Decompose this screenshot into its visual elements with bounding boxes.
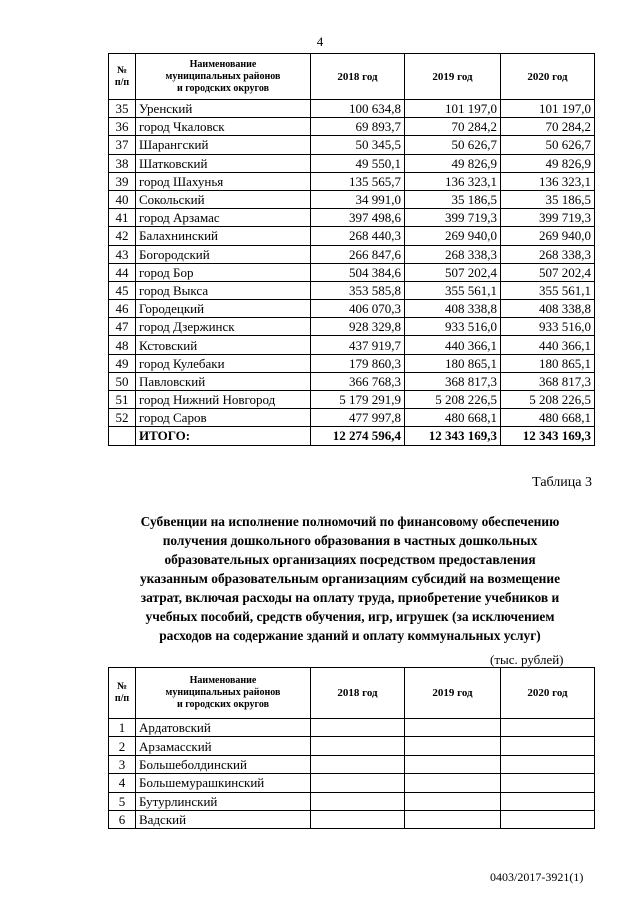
row-number: 46 xyxy=(109,300,136,318)
table-row xyxy=(109,318,595,336)
municipality-name: Павловский xyxy=(136,372,311,390)
value-2018: 34 991,0 xyxy=(311,190,405,208)
value-2018 xyxy=(311,755,405,773)
table-row xyxy=(109,190,595,208)
value-2019: 70 284,2 xyxy=(405,118,501,136)
row-number: 43 xyxy=(109,245,136,263)
municipality-name: Богородский xyxy=(136,245,311,263)
table-row xyxy=(109,136,595,154)
municipality-name: Сокольский xyxy=(136,190,311,208)
row-number: 6 xyxy=(109,810,136,828)
row-number: 47 xyxy=(109,318,136,336)
municipality-name: город Чкаловск xyxy=(136,118,311,136)
table-row xyxy=(109,172,595,190)
table-row xyxy=(109,245,595,263)
table-row xyxy=(109,100,595,118)
page-number: 4 xyxy=(316,34,324,49)
municipality-name: Бутурлинский xyxy=(136,792,311,810)
value-2018 xyxy=(311,810,405,828)
total-2020: 12 343 169,3 xyxy=(501,427,595,445)
heading-line: указанным образовательным организациям субсидий на возмещение xyxy=(139,571,561,586)
header-name-line: и городских округов xyxy=(177,699,269,710)
value-2019: 50 626,7 xyxy=(405,136,501,154)
table-row xyxy=(109,755,595,773)
header-num-line: п/п xyxy=(114,693,130,704)
value-2019: 136 323,1 xyxy=(405,172,501,190)
table-row xyxy=(109,281,595,299)
table-header-row xyxy=(109,54,595,100)
table-row xyxy=(109,737,595,755)
value-2020: 480 668,1 xyxy=(501,409,595,427)
header-name xyxy=(136,54,311,100)
document-code: 0403/2017-3921(1) xyxy=(490,870,584,884)
header-name xyxy=(136,668,311,719)
header-2020: 2020 год xyxy=(501,54,595,100)
value-2018: 437 919,7 xyxy=(311,336,405,354)
value-2020: 440 366,1 xyxy=(501,336,595,354)
table-row xyxy=(109,719,595,737)
municipality-name: Арзамасский xyxy=(136,737,311,755)
municipality-name: город Арзамас xyxy=(136,209,311,227)
row-number: 52 xyxy=(109,409,136,427)
municipality-name: Вадский xyxy=(136,810,311,828)
municipality-name: город Кулебаки xyxy=(136,354,311,372)
value-2019 xyxy=(405,737,501,755)
table-row xyxy=(109,391,595,409)
table-row xyxy=(109,336,595,354)
value-2019: 480 668,1 xyxy=(405,409,501,427)
value-2018: 406 070,3 xyxy=(311,300,405,318)
value-2019: 269 940,0 xyxy=(405,227,501,245)
row-number: 44 xyxy=(109,263,136,281)
table-row xyxy=(109,810,595,828)
value-2018 xyxy=(311,774,405,792)
value-2018: 100 634,8 xyxy=(311,100,405,118)
value-2018: 179 860,3 xyxy=(311,354,405,372)
value-2018: 69 893,7 xyxy=(311,118,405,136)
units-label: (тыс. рублей) xyxy=(490,652,564,667)
municipality-name: город Саров xyxy=(136,409,311,427)
value-2020: 507 202,4 xyxy=(501,263,595,281)
value-2019: 507 202,4 xyxy=(405,263,501,281)
row-number: 50 xyxy=(109,372,136,390)
row-number: 4 xyxy=(109,774,136,792)
table-3-label: Таблица 3 xyxy=(532,475,592,490)
value-2019: 101 197,0 xyxy=(405,100,501,118)
heading-line: образовательных организациях посредством предоставления xyxy=(164,552,536,567)
municipality-name: Кстовский xyxy=(136,336,311,354)
table-row xyxy=(109,209,595,227)
table-header-row xyxy=(109,668,595,719)
value-2018: 353 585,8 xyxy=(311,281,405,299)
table-row xyxy=(109,774,595,792)
value-2019: 35 186,5 xyxy=(405,190,501,208)
value-2019 xyxy=(405,792,501,810)
value-2019: 180 865,1 xyxy=(405,354,501,372)
header-2018: 2018 год xyxy=(311,668,405,719)
value-2018: 477 997,8 xyxy=(311,409,405,427)
subsidy-table-3 xyxy=(108,667,595,829)
value-2019: 408 338,8 xyxy=(405,300,501,318)
municipality-name: город Дзержинск xyxy=(136,318,311,336)
value-2020 xyxy=(501,737,595,755)
header-2020: 2020 год xyxy=(501,668,595,719)
municipality-name: город Нижний Новгород xyxy=(136,391,311,409)
row-number: 1 xyxy=(109,719,136,737)
heading-line: учебных пособий, средств обучения, игр, игрушек (за исключением xyxy=(145,609,555,624)
header-num-line: № xyxy=(116,64,128,76)
header-2018: 2018 год xyxy=(311,54,405,100)
value-2020: 355 561,1 xyxy=(501,281,595,299)
table-row xyxy=(109,118,595,136)
header-2019: 2019 год xyxy=(405,54,501,100)
value-2020: 269 940,0 xyxy=(501,227,595,245)
row-number: 42 xyxy=(109,227,136,245)
table-row xyxy=(109,263,595,281)
value-2020 xyxy=(501,774,595,792)
heading-line: Субвенции на исполнение полномочий по финансовому обеспечению xyxy=(140,514,560,529)
municipality-name: Балахнинский xyxy=(136,227,311,245)
table-3-heading xyxy=(90,512,610,645)
value-2018: 268 440,3 xyxy=(311,227,405,245)
municipality-name: город Бор xyxy=(136,263,311,281)
value-2020 xyxy=(501,810,595,828)
row-number: 5 xyxy=(109,792,136,810)
row-number: 45 xyxy=(109,281,136,299)
table-row xyxy=(109,409,595,427)
value-2020: 49 826,9 xyxy=(501,154,595,172)
header-name-line: Наименование xyxy=(189,58,257,70)
value-2020: 399 719,3 xyxy=(501,209,595,227)
row-number: 3 xyxy=(109,755,136,773)
value-2020: 180 865,1 xyxy=(501,354,595,372)
municipality-name: город Шахунья xyxy=(136,172,311,190)
header-name-line: и городских округов xyxy=(177,82,269,94)
heading-line: затрат, включая расходы на оплату труда, приобретение учебников и xyxy=(140,590,560,605)
row-number: 49 xyxy=(109,354,136,372)
total-num-cell xyxy=(109,427,136,445)
value-2020 xyxy=(501,792,595,810)
row-number: 37 xyxy=(109,136,136,154)
table-row xyxy=(109,354,595,372)
heading-line: получения дошкольного образования в частных дошкольных xyxy=(162,533,538,548)
header-name-line: муниципальных районов xyxy=(165,70,281,82)
value-2019 xyxy=(405,810,501,828)
table-row xyxy=(109,372,595,390)
subsidy-table-2 xyxy=(108,53,595,446)
value-2019: 440 366,1 xyxy=(405,336,501,354)
value-2019: 399 719,3 xyxy=(405,209,501,227)
municipality-name: Городецкий xyxy=(136,300,311,318)
table-row xyxy=(109,300,595,318)
value-2019: 933 516,0 xyxy=(405,318,501,336)
row-number: 40 xyxy=(109,190,136,208)
value-2020: 368 817,3 xyxy=(501,372,595,390)
table-row xyxy=(109,227,595,245)
header-num xyxy=(109,54,136,100)
value-2020: 50 626,7 xyxy=(501,136,595,154)
value-2018: 49 550,1 xyxy=(311,154,405,172)
value-2019: 355 561,1 xyxy=(405,281,501,299)
row-number: 51 xyxy=(109,391,136,409)
value-2019: 49 826,9 xyxy=(405,154,501,172)
value-2018: 135 565,7 xyxy=(311,172,405,190)
value-2018: 5 179 291,9 xyxy=(311,391,405,409)
header-num xyxy=(109,668,136,719)
municipality-name: Большеболдинский xyxy=(136,755,311,773)
value-2019 xyxy=(405,774,501,792)
value-2019 xyxy=(405,719,501,737)
header-name-line: Наименование xyxy=(189,675,257,686)
value-2018: 366 768,3 xyxy=(311,372,405,390)
value-2018: 504 384,6 xyxy=(311,263,405,281)
value-2020: 70 284,2 xyxy=(501,118,595,136)
value-2020: 933 516,0 xyxy=(501,318,595,336)
value-2020: 5 208 226,5 xyxy=(501,391,595,409)
value-2020: 101 197,0 xyxy=(501,100,595,118)
municipality-name: Шатковский xyxy=(136,154,311,172)
municipality-name: Ардатовский xyxy=(136,719,311,737)
value-2020 xyxy=(501,755,595,773)
row-number: 48 xyxy=(109,336,136,354)
header-name-line: муниципальных районов xyxy=(165,687,281,698)
header-num-line: № xyxy=(116,681,128,692)
header-2019: 2019 год xyxy=(405,668,501,719)
header-num-line: п/п xyxy=(114,76,130,88)
value-2018 xyxy=(311,719,405,737)
value-2019: 368 817,3 xyxy=(405,372,501,390)
value-2019: 5 208 226,5 xyxy=(405,391,501,409)
row-number: 2 xyxy=(109,737,136,755)
row-number: 36 xyxy=(109,118,136,136)
municipality-name: Уренский xyxy=(136,100,311,118)
value-2018: 397 498,6 xyxy=(311,209,405,227)
municipality-name: Большемурашкинский xyxy=(136,774,311,792)
municipality-name: город Выкса xyxy=(136,281,311,299)
total-row xyxy=(109,427,595,445)
value-2020: 268 338,3 xyxy=(501,245,595,263)
value-2020: 408 338,8 xyxy=(501,300,595,318)
table-row xyxy=(109,792,595,810)
value-2020: 136 323,1 xyxy=(501,172,595,190)
value-2018: 50 345,5 xyxy=(311,136,405,154)
value-2019: 268 338,3 xyxy=(405,245,501,263)
row-number: 39 xyxy=(109,172,136,190)
table-row xyxy=(109,154,595,172)
value-2018 xyxy=(311,792,405,810)
total-label: ИТОГО: xyxy=(136,427,311,445)
value-2018 xyxy=(311,737,405,755)
value-2018: 928 329,8 xyxy=(311,318,405,336)
municipality-name: Шарангский xyxy=(136,136,311,154)
row-number: 35 xyxy=(109,100,136,118)
total-2019: 12 343 169,3 xyxy=(405,427,501,445)
total-2018: 12 274 596,4 xyxy=(311,427,405,445)
value-2019 xyxy=(405,755,501,773)
row-number: 38 xyxy=(109,154,136,172)
value-2018: 266 847,6 xyxy=(311,245,405,263)
heading-line: расходов на содержание зданий и оплату коммунальных услуг) xyxy=(159,628,541,643)
value-2020 xyxy=(501,719,595,737)
value-2020: 35 186,5 xyxy=(501,190,595,208)
row-number: 41 xyxy=(109,209,136,227)
